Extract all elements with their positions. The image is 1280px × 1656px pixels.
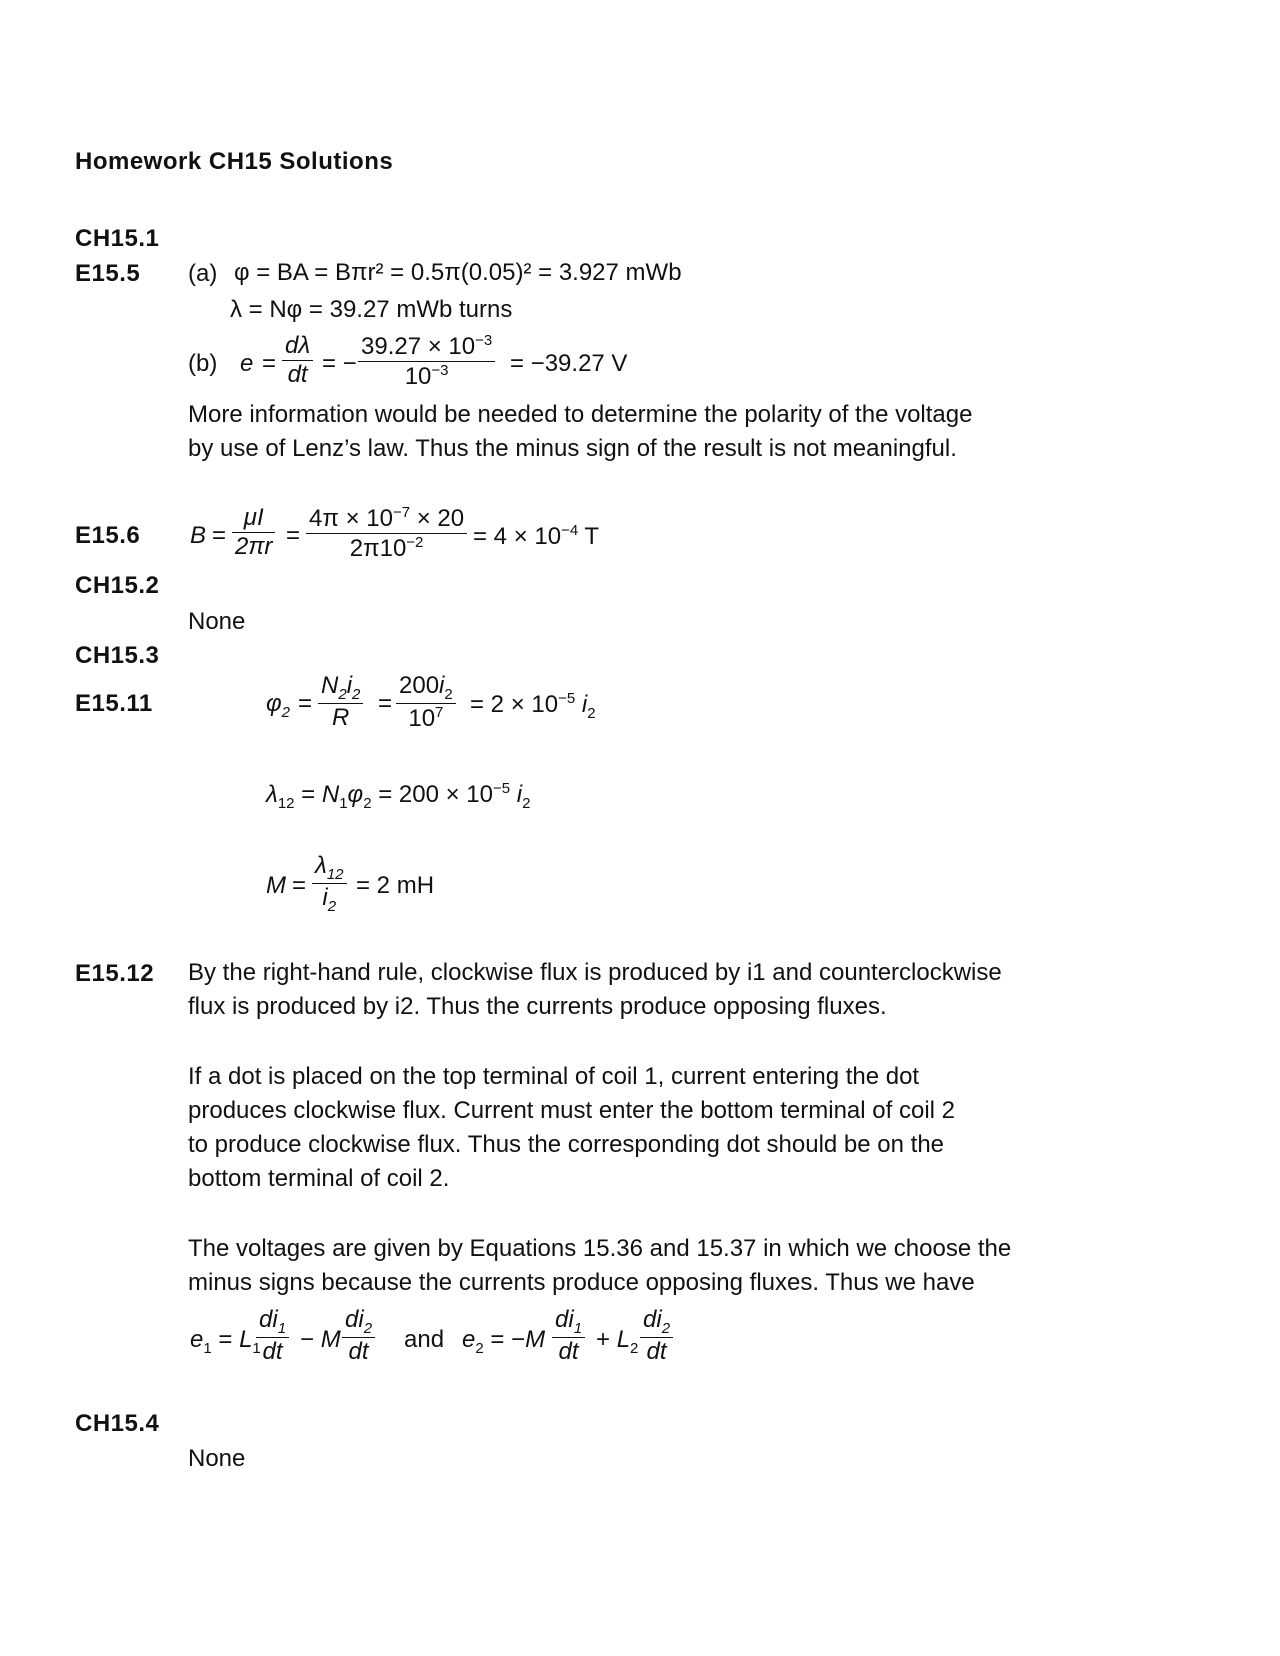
paragraph-line: to produce clockwise flux. Thus the corresponding dot should be on the: [188, 1131, 945, 1158]
paragraph-line: If a dot is placed on the top terminal of coil 1, current entering the dot: [188, 1063, 920, 1090]
section-heading-ch15-4: CH15.4: [75, 1410, 160, 1437]
equation-flux: φ = BA = Bπr² = 0.5π(0.05)² = 3.927 mWb: [234, 259, 682, 286]
paragraph-line: produces clockwise flux. Current must enter the bottom terminal of coil 2: [188, 1097, 955, 1124]
none-text: None: [188, 608, 246, 635]
section-heading-ch15-1: CH15.1: [75, 225, 160, 252]
none-text: None: [188, 1445, 246, 1472]
paragraph-note-line: More information would be needed to determine the polarity of the voltage: [188, 401, 973, 428]
paragraph-line: flux is produced by i2. Thus the currents produce opposing fluxes.: [188, 993, 887, 1020]
equation-flux-linkage: λ = Nφ = 39.27 mWb turns: [230, 296, 513, 323]
part-a-label: (a): [188, 260, 218, 287]
paragraph-note-line: by use of Lenz’s law. Thus the minus sign of the result is not meaningful.: [188, 435, 957, 462]
page-title: Homework CH15 Solutions: [75, 148, 394, 175]
paragraph-line: The voltages are given by Equations 15.36 and 15.37 in which we choose the: [188, 1235, 1012, 1262]
paragraph-line: By the right-hand rule, clockwise flux is produced by i1 and counterclockwise: [188, 959, 1002, 986]
part-b-label: (b): [188, 350, 218, 377]
paragraph-line: bottom terminal of coil 2.: [188, 1165, 450, 1192]
problem-label-e15-12: E15.12: [75, 960, 155, 987]
and-word: and: [404, 1326, 445, 1353]
problem-label-e15-11: E15.11: [75, 690, 153, 717]
problem-label-e15-5: E15.5: [75, 260, 141, 287]
section-heading-ch15-3: CH15.3: [75, 642, 160, 669]
problem-label-e15-6: E15.6: [75, 522, 141, 549]
paragraph-line: minus signs because the currents produce opposing fluxes. Thus we have: [188, 1269, 975, 1296]
section-heading-ch15-2: CH15.2: [75, 572, 160, 599]
